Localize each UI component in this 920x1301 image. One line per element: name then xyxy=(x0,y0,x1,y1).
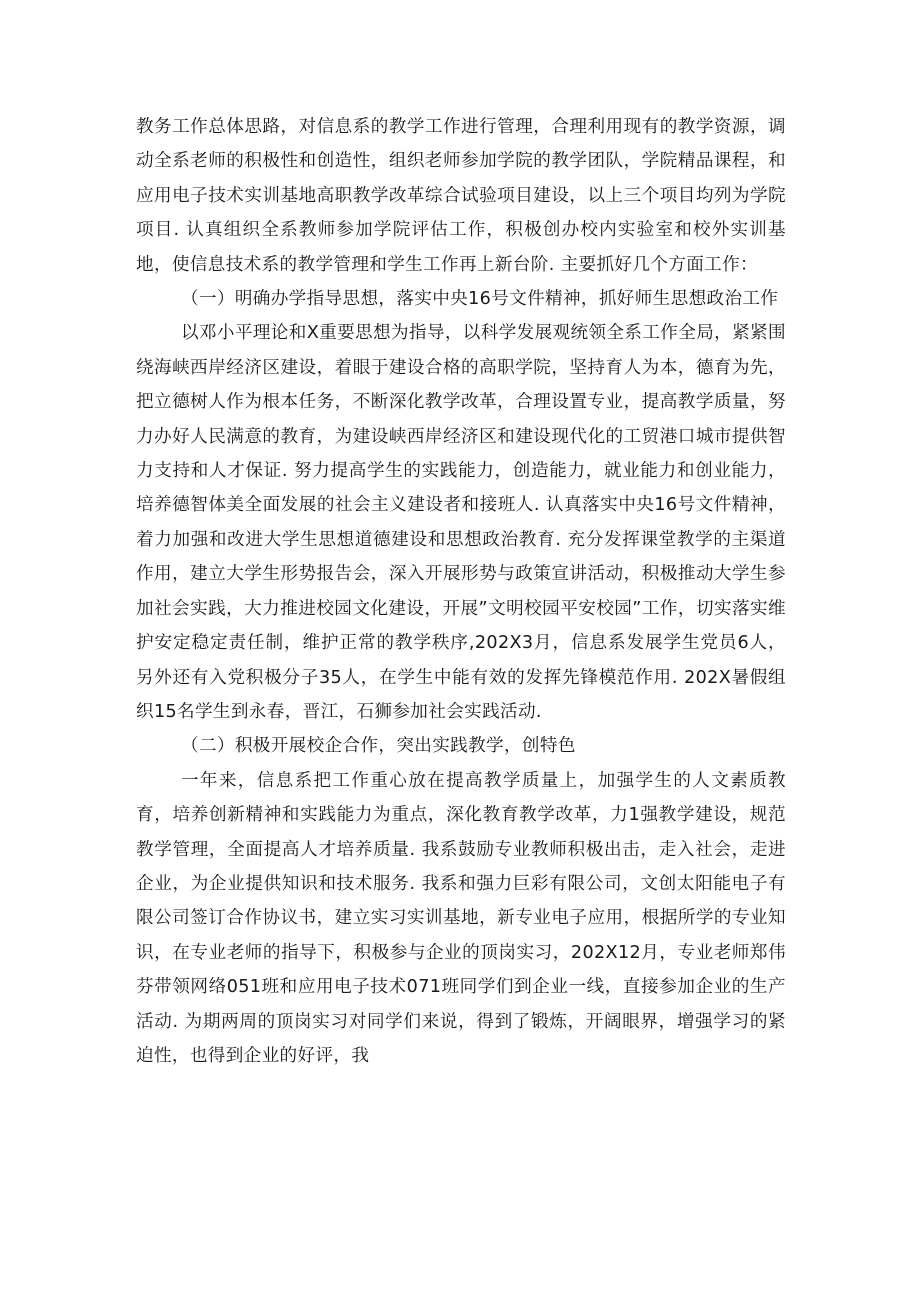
paragraph-intro: 教务工作总体思路，对信息系的教学工作进行管理，合理利用现有的教学资源，调动全系老师的积极性和创造性，组织老师参加学院的教学团队，学院精品课程，和应用电子技术实训基地高职教学改革综合试验项目建设，以上三个项目均列为学院项目. 认真组织全系教师参加学院评估工作，积极创办校内实验室和校外实训基地，使信息技术系的教学管理和学生工作再上新台阶. 主要抓好几个方面工作： xyxy=(136,117,786,275)
section-heading-2: （二）积极开展校企合作，突出实践教学，创特色 xyxy=(181,736,576,757)
section-heading-1: （一）明确办学指导思想，落实中央16号文件精神，抓好师生思想政治工作 xyxy=(181,289,779,310)
paragraph-section-1: 以邓小平理论和X重要思想为指导，以科学发展观统领全系工作全局，紧紧围绕海峡西岸经济区建设，着眼于建设合格的高职学院，坚持育人为本，德育为先，把立德树人作为根本任务，不断深化教学改革，合理设置专业，提高教学质量，努力办好人民满意的教育，为建设峡西岸经济区和建设现代化的工贸港口城市提供智力支持和人才保证. 努力提高学生的实践能力，创造能力，就业能力和创业能力，培养德智体美全面发展的社会主义建设者和接班人. 认真落实中央16号文件精神，着力加强和改进大学生思想道德建设和思想政治教育. 充分发挥课堂教学的主渠道作用，建立大学生形势报告会，深入开展形势与政策宣讲活动，积极推动大学生参加社会实践，大力推进校园文化建设，开展”文明校园平安校园”工作，切实落实维护安定稳定责任制，维护正常的教学秩序,202X3月，信息系发展学生党员6人，另外还有入党积极分子35人，在学生中能有效的发挥先锋模范作用. 202X暑假组织15名学生到永春，晋江，石狮参加社会实践活动. xyxy=(136,323,786,722)
document-body xyxy=(136,110,786,1073)
paragraph-section-2: 一年来，信息系把工作重心放在提高教学质量上，加强学生的人文素质教育，培养创新精神和实践能力为重点，深化教育教学改革，力1强教学建设，规范教学管理，全面提高人才培养质量. 我系鼓励专业教师积极出击，走入社会，走进企业，为企业提供知识和技术服务. 我系和强力巨彩有限公司，文创太阳能电子有限公司签订合作协议书，建立实习实训基地，新专业电子应用，根据所学的专业知识，在专业老师的指导下，积极参与企业的顶岗实习，202X12月，专业老师郑伟芬带领网络051班和应用电子技术071班同学们到企业一线，直接参加企业的生产活动. 为期两周的顶岗实习对同学们来说，得到了锻炼，开阔眼界，增强学习的紧迫性，也得到企业的好评，我 xyxy=(136,770,786,1066)
